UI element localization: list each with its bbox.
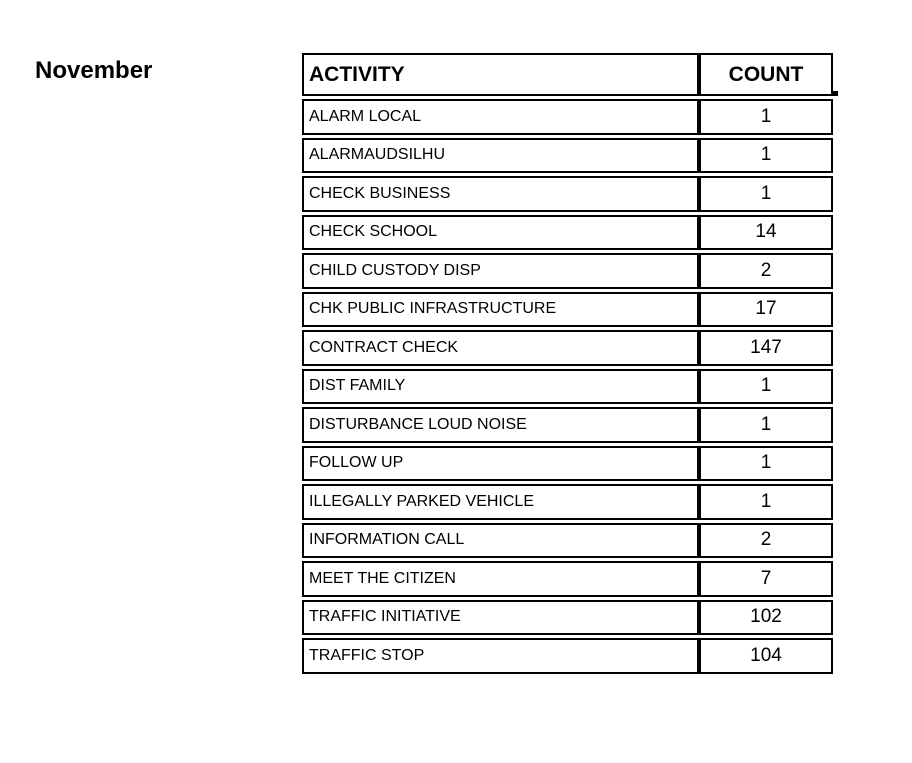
table-row — [302, 523, 833, 559]
activity-cell: CHECK SCHOOL — [302, 215, 699, 251]
activity-cell: TRAFFIC STOP — [302, 638, 699, 674]
month-label: November — [35, 57, 153, 84]
activity-count-table-container — [302, 50, 833, 677]
activity-cell: CONTRACT CHECK — [302, 330, 699, 366]
table-row — [302, 446, 833, 482]
activity-cell: CHECK BUSINESS — [302, 176, 699, 212]
count-cell: 17 — [699, 292, 833, 328]
table-row — [302, 407, 833, 443]
count-cell: 1 — [699, 369, 833, 405]
count-cell: 1 — [699, 446, 833, 482]
activity-cell: MEET THE CITIZEN — [302, 561, 699, 597]
count-cell: 14 — [699, 215, 833, 251]
count-cell: 147 — [699, 330, 833, 366]
activity-cell: FOLLOW UP — [302, 446, 699, 482]
count-cell: 1 — [699, 484, 833, 520]
table-row — [302, 561, 833, 597]
header-border-overhang — [831, 91, 838, 96]
table-row — [302, 99, 833, 135]
activity-cell: ILLEGALLY PARKED VEHICLE — [302, 484, 699, 520]
activity-cell: CHK PUBLIC INFRASTRUCTURE — [302, 292, 699, 328]
table-row — [302, 176, 833, 212]
activity-cell: DIST FAMILY — [302, 369, 699, 405]
activity-count-table — [302, 50, 833, 677]
table-row — [302, 484, 833, 520]
activity-cell: CHILD CUSTODY DISP — [302, 253, 699, 289]
count-cell: 2 — [699, 253, 833, 289]
count-cell: 1 — [699, 99, 833, 135]
table-row — [302, 369, 833, 405]
count-cell: 1 — [699, 138, 833, 174]
table-row — [302, 638, 833, 674]
count-cell: 2 — [699, 523, 833, 559]
count-column-header: COUNT — [699, 53, 833, 96]
activity-cell: DISTURBANCE LOUD NOISE — [302, 407, 699, 443]
table-row — [302, 215, 833, 251]
table-row — [302, 292, 833, 328]
count-cell: 102 — [699, 600, 833, 636]
count-cell: 1 — [699, 176, 833, 212]
activity-column-header: ACTIVITY — [302, 53, 699, 96]
table-row — [302, 253, 833, 289]
count-cell: 7 — [699, 561, 833, 597]
count-cell: 1 — [699, 407, 833, 443]
table-header-row — [302, 53, 833, 96]
table-row — [302, 600, 833, 636]
activity-cell: ALARMAUDSILHU — [302, 138, 699, 174]
table-row — [302, 330, 833, 366]
activity-cell: ALARM LOCAL — [302, 99, 699, 135]
activity-cell: TRAFFIC INITIATIVE — [302, 600, 699, 636]
activity-cell: INFORMATION CALL — [302, 523, 699, 559]
table-row — [302, 138, 833, 174]
count-cell: 104 — [699, 638, 833, 674]
